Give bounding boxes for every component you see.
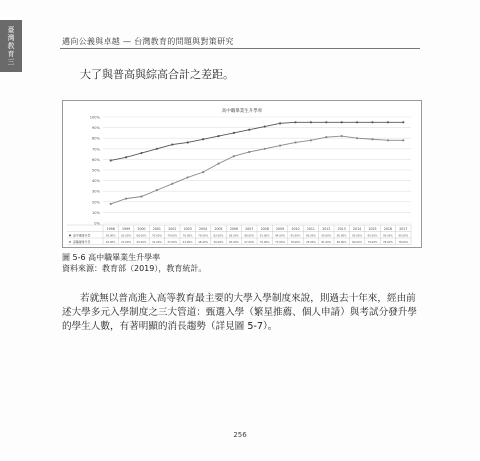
data-label: 95.00% xyxy=(367,234,378,238)
x-tick-label: 2008 xyxy=(260,226,269,231)
data-label: 95.00% xyxy=(382,234,393,238)
data-label: 62.00% xyxy=(121,234,132,238)
data-label: 78.00% xyxy=(305,240,316,244)
data-label: 81.00% xyxy=(321,240,332,244)
y-tick-label: 10% xyxy=(92,210,100,215)
data-label: 56.00% xyxy=(213,240,224,244)
data-label: 95.00% xyxy=(321,234,332,238)
data-label: 79.00% xyxy=(198,234,209,238)
x-tick-label: 2012 xyxy=(322,226,331,231)
legend-label: 高中畢業升學 xyxy=(73,233,91,238)
y-tick-label: 90% xyxy=(92,126,100,131)
data-point xyxy=(248,129,250,131)
data-point xyxy=(310,139,312,141)
y-tick-label: 70% xyxy=(92,147,100,152)
chart-series xyxy=(110,121,405,205)
data-point xyxy=(125,156,127,158)
side-chapter-tab: 臺灣教育三 xyxy=(0,20,22,72)
data-point xyxy=(279,122,281,124)
data-label: 70.00% xyxy=(151,234,162,238)
data-label: 80.00% xyxy=(352,240,363,244)
data-point xyxy=(248,151,250,153)
figure-source: 資料來源：教育部（2019），教育統計。 xyxy=(62,264,207,273)
x-tick-label: 1999 xyxy=(122,226,131,231)
x-tick-label: 2007 xyxy=(245,226,254,231)
y-tick-label: 30% xyxy=(92,189,100,194)
data-label: 79.00% xyxy=(367,240,378,244)
data-point xyxy=(341,121,343,123)
figure-caption: 圖 5-6 高中職畢業生升學率 xyxy=(62,253,161,262)
data-label: 73.00% xyxy=(275,240,286,244)
legend-marker xyxy=(69,234,71,236)
x-tick-label: 2009 xyxy=(276,226,285,231)
data-point xyxy=(140,195,142,197)
y-tick-label: 100% xyxy=(89,115,100,120)
data-point xyxy=(264,148,266,150)
data-label: 88.00% xyxy=(244,234,255,238)
x-tick-label: 2016 xyxy=(383,226,392,231)
data-label: 67.00% xyxy=(244,240,255,244)
data-label: 95.00% xyxy=(398,234,409,238)
data-point xyxy=(233,155,235,157)
x-tick-label: 2006 xyxy=(229,226,238,231)
data-point xyxy=(125,198,127,200)
x-tick-label: 2015 xyxy=(368,226,377,231)
data-point xyxy=(387,139,389,141)
data-point xyxy=(140,152,142,154)
data-point xyxy=(294,121,296,123)
data-point xyxy=(217,163,219,165)
data-point xyxy=(402,139,404,141)
x-tick-label: 1998 xyxy=(106,226,115,231)
data-point xyxy=(341,135,343,137)
chart-grid xyxy=(103,117,411,223)
data-point xyxy=(156,148,158,150)
data-label: 82.00% xyxy=(336,240,347,244)
data-label: 63.00% xyxy=(228,240,239,244)
x-tick-label: 2002 xyxy=(168,226,177,231)
data-label: 31.00% xyxy=(151,240,162,244)
data-label: 37.00% xyxy=(167,240,178,244)
data-label: 76.00% xyxy=(182,234,193,238)
y-tick-label: 50% xyxy=(92,168,100,173)
data-label: 94.00% xyxy=(275,234,286,238)
data-label: 82.00% xyxy=(213,234,224,238)
chart-data-table xyxy=(67,225,411,245)
running-header: 邁向公義與卓越 — 台灣教育的問題與對策研究 xyxy=(62,37,234,46)
data-label: 91.00% xyxy=(259,234,270,238)
data-point xyxy=(202,171,204,173)
data-point xyxy=(387,121,389,123)
data-point xyxy=(187,141,189,143)
data-point xyxy=(217,135,219,137)
data-point xyxy=(156,189,158,191)
data-point xyxy=(402,121,404,123)
header-divider xyxy=(60,48,420,49)
data-label: 66.00% xyxy=(136,234,147,238)
data-label: 95.00% xyxy=(352,234,363,238)
data-point xyxy=(110,159,112,161)
data-point xyxy=(356,121,358,123)
y-tick-label: 20% xyxy=(92,200,100,205)
legend-label: 高職畢業升學 xyxy=(73,239,91,244)
y-tick-label: 60% xyxy=(92,157,100,162)
data-point xyxy=(264,125,266,127)
data-point xyxy=(171,143,173,145)
x-tick-label: 2001 xyxy=(152,226,161,231)
data-label: 23.00% xyxy=(121,240,132,244)
data-label: 48.00% xyxy=(198,240,209,244)
data-label: 78.00% xyxy=(382,240,393,244)
data-point xyxy=(371,121,373,123)
data-label: 18.00% xyxy=(105,240,116,244)
y-tick-label: 80% xyxy=(92,136,100,141)
data-label: 25.00% xyxy=(136,240,147,244)
y-tick-label: 0% xyxy=(94,221,100,226)
data-point xyxy=(187,176,189,178)
data-point xyxy=(325,121,327,123)
data-label: 95.00% xyxy=(290,234,301,238)
section-heading: 大了與普高與綜高合計之差距。 xyxy=(80,68,234,81)
data-point xyxy=(202,138,204,140)
legend-marker xyxy=(69,241,71,243)
data-label: 95.00% xyxy=(305,234,316,238)
chart-title: 高中職畢業生升學率 xyxy=(221,109,263,114)
body-paragraph: 若就無以普高進入高等教育最主要的大學入學制度來說，則過去十年來，經由前述大學多元入學制度之三大管道：甄選入學（繁星推薦、個人申請）與考試分發升學的學生人數，有著明顯的消長趨勢（詳見圖 5-7）。 xyxy=(62,293,417,332)
x-tick-label: 2013 xyxy=(337,226,346,231)
data-label: 74.00% xyxy=(167,234,178,238)
series-line xyxy=(111,122,404,160)
data-label: 95.00% xyxy=(336,234,347,238)
y-tick-label: 40% xyxy=(92,179,100,184)
data-point xyxy=(171,183,173,185)
data-label: 85.00% xyxy=(228,234,239,238)
data-label: 59.00% xyxy=(105,234,116,238)
data-label: 78.00% xyxy=(398,240,409,244)
x-tick-label: 2014 xyxy=(353,226,362,231)
x-tick-label: 2011 xyxy=(306,226,315,231)
x-tick-label: 2005 xyxy=(214,226,223,231)
data-point xyxy=(294,141,296,143)
page-number: 256 xyxy=(233,431,247,439)
data-point xyxy=(310,121,312,123)
x-tick-label: 2000 xyxy=(137,226,146,231)
x-tick-label: 2010 xyxy=(291,226,300,231)
x-tick-label: 2004 xyxy=(199,226,208,231)
data-point xyxy=(110,203,112,205)
y-axis xyxy=(90,116,101,226)
data-point xyxy=(371,138,373,140)
chart-container xyxy=(62,100,422,248)
data-label: 76.00% xyxy=(290,240,301,244)
data-point xyxy=(356,137,358,139)
x-tick-label: 2017 xyxy=(399,226,408,231)
data-label: 43.00% xyxy=(182,240,193,244)
data-point xyxy=(325,136,327,138)
data-label: 70.00% xyxy=(259,240,270,244)
x-tick-label: 2003 xyxy=(183,226,192,231)
line-chart xyxy=(63,101,421,247)
data-point xyxy=(279,145,281,147)
data-point xyxy=(233,132,235,134)
